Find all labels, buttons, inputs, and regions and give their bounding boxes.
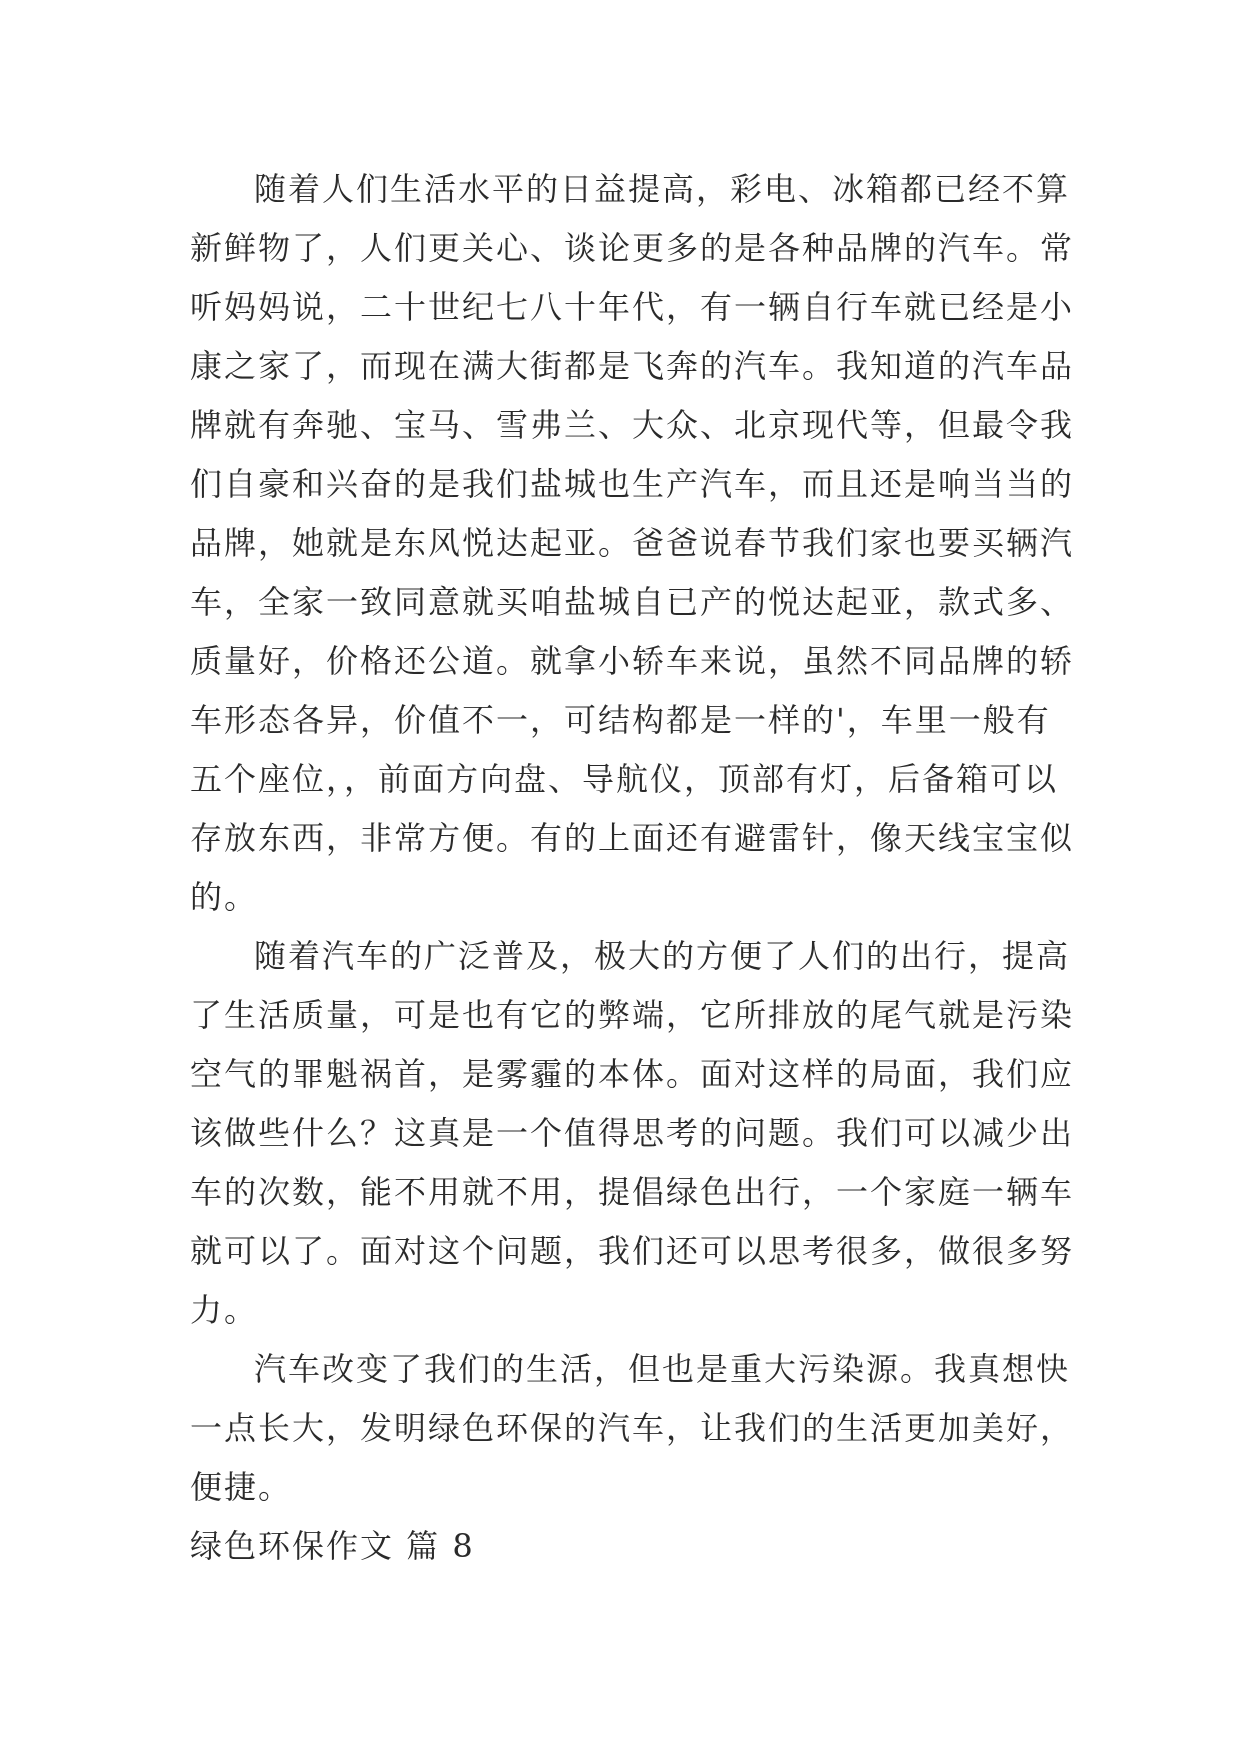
text-line: 随着人们生活水平的日益提高，彩电、冰箱都已经不算 <box>254 170 1071 208</box>
text-line: 空气的罪魁祸首，是雾霾的本体。面对这样的局面，我们应 <box>190 1055 1075 1093</box>
document-body <box>190 160 1075 1576</box>
text-line: 存放东西，非常方便。有的上面还有避雷针，像天线宝宝似 <box>190 819 1075 857</box>
text-line: 品牌，她就是东风悦达起亚。爸爸说春节我们家也要买辆汽 <box>190 524 1075 562</box>
text-line: 随着汽车的广泛普及，极大的方便了人们的出行，提高 <box>254 937 1071 975</box>
text-line: 牌就有奔驰、宝马、雪弗兰、大众、北京现代等，但最令我 <box>190 406 1075 444</box>
text-line: 听妈妈说，二十世纪七八十年代，有一辆自行车就已经是小 <box>190 288 1075 326</box>
paragraph-3 <box>190 1340 1075 1517</box>
text-line: 汽车改变了我们的生活，但也是重大污染源。我真想快 <box>254 1350 1071 1388</box>
text-line: 车，全家一致同意就买咱盐城自已产的悦达起亚，款式多、 <box>190 583 1075 621</box>
text-line: 们自豪和兴奋的是我们盐城也生产汽车，而且还是响当当的 <box>190 465 1075 503</box>
text-line: 车形态各异，价值不一，可结构都是一样的'，车里一般有 <box>190 701 1051 739</box>
text-line: 一点长大，发明绿色环保的汽车，让我们的生活更加美好， <box>190 1409 1075 1447</box>
text-line: 该做些什么？这真是一个值得思考的问题。我们可以减少出 <box>190 1114 1075 1152</box>
text-line: 车的次数，能不用就不用，提倡绿色出行，一个家庭一辆车 <box>190 1173 1075 1211</box>
section-heading: 绿色环保作文 篇 8 <box>190 1527 475 1565</box>
text-line: 康之家了，而现在满大街都是飞奔的汽车。我知道的汽车品 <box>190 347 1075 385</box>
text-line: 质量好，价格还公道。就拿小轿车来说，虽然不同品牌的轿 <box>190 642 1075 680</box>
text-line: 五个座位，，前面方向盘、导航仪，顶部有灯，后备箱可以 <box>190 760 1059 798</box>
text-line: 了生活质量，可是也有它的弊端，它所排放的尾气就是污染 <box>190 996 1075 1034</box>
paragraph-2 <box>190 927 1075 1340</box>
text-line: 新鲜物了，人们更关心、谈论更多的是各种品牌的汽车。常 <box>190 229 1075 267</box>
text-line: 便捷。 <box>190 1468 293 1506</box>
text-line: 的。 <box>190 878 259 916</box>
text-line: 就可以了。面对这个问题，我们还可以思考很多，做很多努 <box>190 1232 1075 1270</box>
paragraph-1 <box>190 160 1075 927</box>
text-line: 力。 <box>190 1291 259 1329</box>
